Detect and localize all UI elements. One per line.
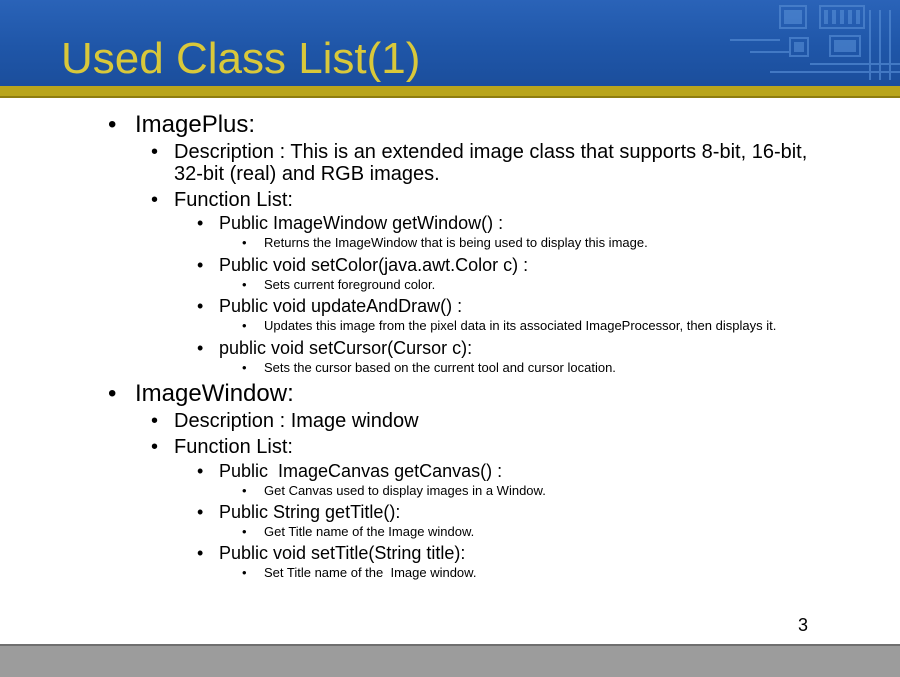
slide-header [0,0,900,86]
function-detail: Set Title name of the Image window. [264,565,477,580]
function-signature: Public void setTitle(String title): [219,543,466,563]
imagewindow-description: Description : Image window [174,410,419,432]
function-signature: Public ImageCanvas getCanvas() : [219,461,503,481]
bullet-level1-icon: • [108,380,117,407]
bullet-level2-icon: • [151,189,159,211]
function-signature: Public void updateAndDraw() : [219,296,463,316]
footer-bar [0,644,900,677]
class-heading-imagewindow: ImageWindow: [135,380,294,407]
bullet-level3-icon: • [197,502,204,522]
imageplus-description: Description : This is an extended image class that supports 8-bit, 16-bit, [174,141,808,163]
bullet-level3-icon: • [197,296,204,316]
function-signature: Public void setColor(java.awt.Color c) : [219,255,529,275]
bullet-level1-icon: • [108,111,117,138]
function-signature: Public ImageWindow getWindow() : [219,213,504,233]
title-underline-shadow [0,96,900,98]
function-signature: public void setCursor(Cursor c): [219,338,473,358]
bullet-level4-icon: • [242,360,247,375]
function-detail: Returns the ImageWindow that is being used to display this image. [264,235,648,250]
bullet-level4-icon: • [242,483,247,498]
bullet-level2-icon: • [151,141,159,163]
bullet-level3-icon: • [197,338,204,358]
slide-title: Used Class List(1) [61,34,421,83]
class-heading-imageplus: ImagePlus: [135,111,256,138]
imagewindow-function-list-label: Function List: [174,436,293,458]
page-number: 3 [798,615,809,635]
function-detail: Sets current foreground color. [264,277,436,292]
imageplus-description-continued: 32-bit (real) and RGB images. [174,163,440,185]
bullet-level3-icon: • [197,461,204,481]
function-signature: Public String getTitle(): [219,502,401,522]
bullet-level4-icon: • [242,277,247,292]
bullet-level4-icon: • [242,235,247,250]
bullet-level4-icon: • [242,318,247,333]
bullet-level4-icon: • [242,524,247,539]
bullet-level2-icon: • [151,410,159,432]
bullet-level3-icon: • [197,213,204,233]
function-detail: Get Canvas used to display images in a Window. [264,483,546,498]
bullet-level3-icon: • [197,255,204,275]
function-detail: Sets the cursor based on the current tool and cursor location. [264,360,616,375]
function-detail: Get Title name of the Image window. [264,524,475,539]
bullet-level2-icon: • [151,436,159,458]
circuit-pattern-decoration [670,0,900,86]
bullet-level3-icon: • [197,543,204,563]
bullet-level4-icon: • [242,565,247,580]
imageplus-function-list-label: Function List: [174,189,293,211]
function-detail: Updates this image from the pixel data in its associated ImageProcessor, then displays it. [264,318,777,333]
